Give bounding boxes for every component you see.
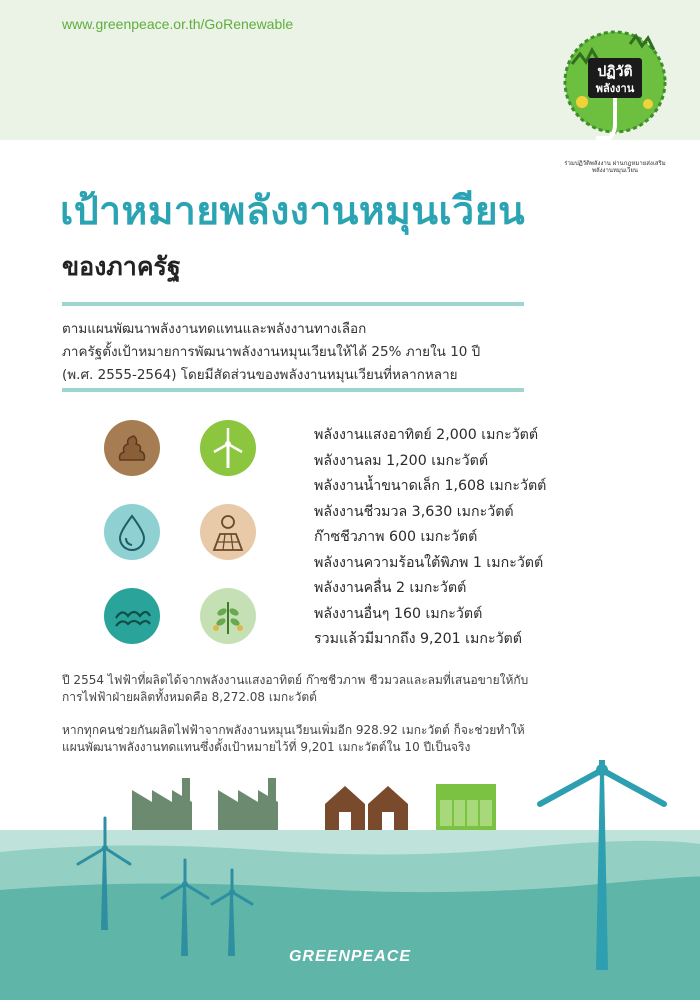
website-url[interactable]: www.greenpeace.or.th/GoRenewable <box>62 16 294 32</box>
para-line: แผนพัฒนาพลังงานทดแทนซึ่งตั้งเป้าหมายไว้ที่ 9,201 เมกะวัตต์ใน 10 ปีเป็นจริง <box>62 740 471 754</box>
logo-line-2: พลังงาน <box>595 82 635 95</box>
list-item: พลังงานลม 1,200 เมกะวัตต์ <box>314 452 489 469</box>
divider-top <box>62 302 524 306</box>
list-item: พลังงานความร้อนใต้พิภพ 1 เมกะวัตต์ <box>314 554 544 571</box>
factory-icon <box>132 778 278 830</box>
para-line: การไฟฟ้าฝ่ายผลิตทั้งหมดคือ 8,272.08 เมกะวัตต์ <box>62 690 317 704</box>
solar-house-icon <box>436 784 496 830</box>
page-title: เป้าหมายพลังงานหมุนเวียน <box>60 189 526 234</box>
biomass-icon <box>200 588 256 644</box>
list-item: พลังงานอื่นๆ 160 เมกะวัตต์ <box>314 605 483 622</box>
intro-text <box>62 318 542 387</box>
water-drop-icon <box>104 504 160 560</box>
target-list <box>314 423 546 653</box>
logo-line-1: ปฏิวัติ <box>597 64 633 80</box>
logo-caption: ร่วมปฏิวัติพลังงาน ผ่านกฎหมายส่งเสริมพลังงานหมุนเวียน <box>564 160 666 174</box>
biogas-icon <box>104 420 160 476</box>
list-item: พลังงานชีวมวล 3,630 เมกะวัตต์ <box>314 503 514 520</box>
campaign-logo <box>560 24 670 184</box>
list-item: พลังงานน้ำขนาดเล็ก 1,608 เมกะวัตต์ <box>314 478 547 494</box>
greenpeace-logo: GREENPEACE <box>288 948 412 965</box>
solar-panel-icon <box>200 504 256 560</box>
list-item: ก๊าซชีวภาพ 600 เมกะวัตต์ <box>314 529 478 545</box>
globe-plug-icon <box>560 24 670 159</box>
wave-icon <box>104 588 160 644</box>
intro-line: ตามแผนพัฒนาพลังงานทดแทนและพลังงานทางเลือก <box>62 321 367 337</box>
wind-turbine-icon <box>200 420 256 476</box>
page-subtitle: ของภาครัฐ <box>62 252 181 281</box>
house-icon <box>325 786 408 830</box>
list-item: พลังงานคลื่น 2 เมกะวัตต์ <box>314 580 467 596</box>
intro-line: (พ.ศ. 2555-2564) โดยมีสัดส่วนของพลังงานหมุนเวียนที่หลากหลาย <box>62 367 458 383</box>
paragraph-2554 <box>62 672 582 706</box>
intro-line: ภาครัฐตั้งเป้าหมายการพัฒนาพลังงานหมุนเวียนให้ได้ 25% ภายใน 10 ปี <box>62 344 481 360</box>
paragraph-goal <box>62 722 582 756</box>
para-line: หากทุกคนช่วยกันผลิตไฟฟ้าจากพลังงานหมุนเวียนเพิ่มอีก 928.92 เมกะวัตต์ ก็จะช่วยทำให้ <box>62 723 525 737</box>
divider-bottom <box>62 388 524 392</box>
list-item: พลังงานแสงอาทิตย์ 2,000 เมกะวัตต์ <box>314 427 539 443</box>
list-item: รวมแล้วมีมากถึง 9,201 เมกะวัตต์ <box>314 631 522 647</box>
para-line: ปี 2554 ไฟฟ้าที่ผลิตได้จากพลังงานแสงอาทิตย์ ก๊าซชีวภาพ ชีวมวลและลมที่เสนอขายให้กับ <box>62 673 529 687</box>
